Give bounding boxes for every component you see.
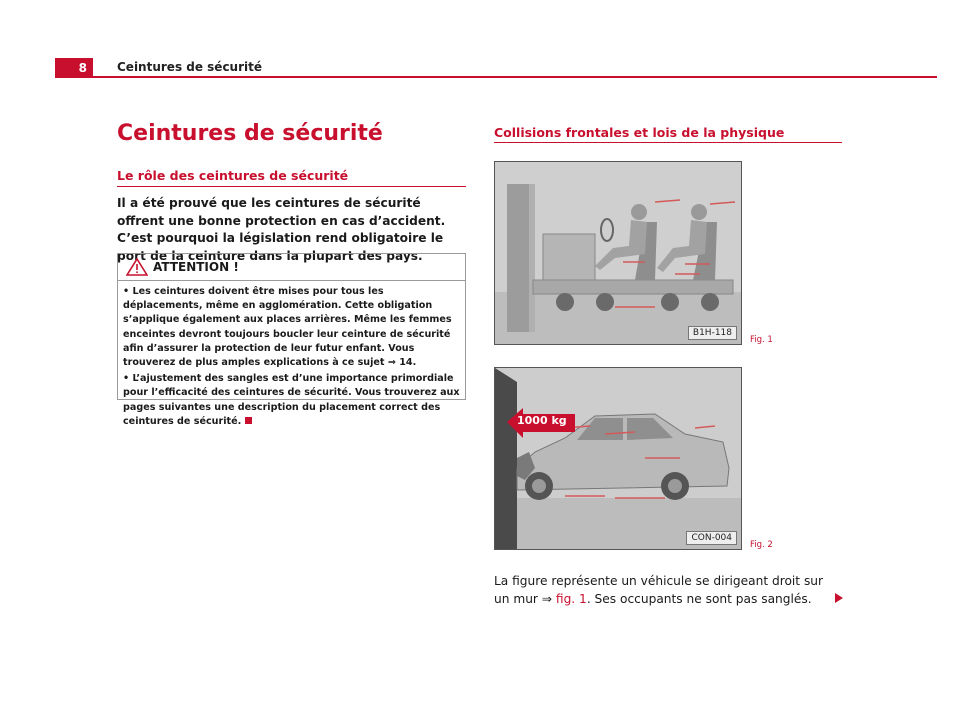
figure-2-illustration — [495, 368, 741, 549]
page-title: Ceintures de sécurité — [117, 121, 383, 146]
warning-triangle-icon — [126, 258, 148, 276]
warning-bullet-2-text: • L’ajustement des sangles est d’une importance primordiale pour l’efficacité des ceintures de sécurité. Vous trouverez aux pages suivantes une description du placement correct des ceintures de sécurité. — [123, 373, 460, 427]
figure-1-code: B1H-118 — [688, 326, 737, 340]
header-rule — [55, 76, 937, 78]
left-section-title: Le rôle des ceintures de sécurité — [117, 168, 349, 183]
figure-2-code: CON-004 — [686, 531, 737, 545]
figure-1-label: Fig. 1 — [750, 335, 773, 345]
warning-bullet-2 — [123, 372, 463, 429]
caption-text: La figure représente un véhicule se dirigeant droit sur un mur ⇒ — [494, 574, 824, 606]
weight-badge: 1000 kg — [517, 414, 567, 427]
caption-tail: . Ses occupants ne sont pas sanglés. — [586, 591, 812, 606]
warning-body — [123, 285, 463, 431]
warning-header — [118, 254, 465, 281]
figure-2-label: Fig. 2 — [750, 540, 773, 550]
left-section-rule — [117, 186, 466, 187]
figure-1-illustration — [495, 162, 741, 344]
right-section-rule — [494, 142, 842, 143]
right-section-title: Collisions frontales et lois de la physique — [494, 125, 785, 140]
figure-1-crash-test-seats — [494, 161, 742, 345]
page-number: 8 — [55, 58, 93, 78]
warning-bullet-1: • Les ceintures doivent être mises pour tous les déplacements, même en agglomération. Cette obligation s’applique également aux places arrières. Même les femmes enceintes devront toujours boucler leur ceinture de sécurité afin d’assurer la protection de leur futur enfant. Vous trouverez de plus amples explications à ce sujet ⇒ 14. — [123, 286, 452, 369]
intro-paragraph: Il a été prouvé que les ceintures de sécurité offrent une bonne protection en cas d’accident. C’est pourquoi la législation rend obligatoire le port de la ceinture dans la plupart des pays. — [117, 196, 446, 263]
next-page-arrow-icon[interactable] — [835, 593, 843, 603]
caption-figure-link[interactable]: fig. 1 — [555, 591, 587, 606]
end-of-section-icon — [245, 417, 252, 424]
warning-box — [117, 253, 466, 427]
figure-2-car-crash — [494, 367, 742, 550]
caption-paragraph — [494, 573, 839, 608]
warning-title: ATTENTION ! — [153, 260, 239, 274]
running-header-title: Ceintures de sécurité — [117, 60, 263, 74]
